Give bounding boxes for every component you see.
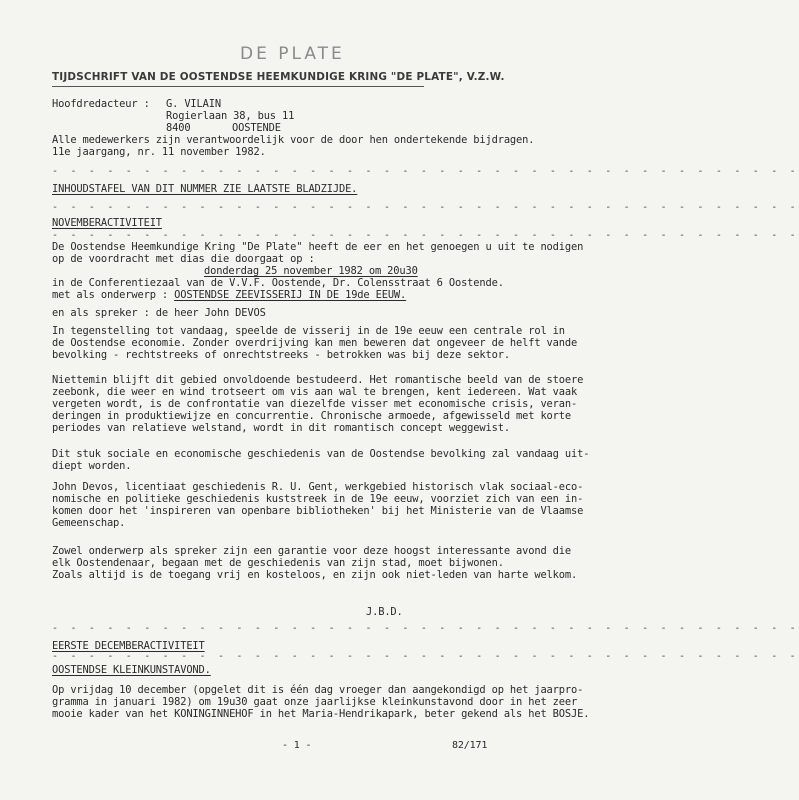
paragraph-line: bevolking - rechtstreeks of onrechtstreeks - betrokken was bij deze sektor.	[52, 349, 510, 361]
december-heading: EERSTE DECEMBERACTIVITEIT	[52, 640, 205, 652]
event-topic: OOSTENDSE ZEEVISSERIJ IN DE 19de EEUW.	[174, 289, 407, 301]
paragraph-line: zeebonk, die weer en wind trotseert om vis aan wal te brengen, kent iedereen. Wat vaak	[52, 386, 578, 398]
editor-city: OOSTENDE	[232, 122, 281, 134]
paragraph-line: nomische en politieke geschiedenis kuststreek in de 19e eeuw, voorziet zich van een in-	[52, 493, 584, 505]
issue-line: 11e jaargang, nr. 11 november 1982.	[52, 146, 266, 158]
paragraph-line: Op vrijdag 10 december (opgelet dit is één dag vroeger dan aangekondigd op het jaarpro-	[52, 684, 584, 696]
paragraph-line: Zoals altijd is de toegang vrij en kosteloos, en zijn ook niet-leden van harte welkom.	[52, 569, 578, 581]
divider: - - - - - - - - - - - - - - - - - - - - - - - - - - - - - - - - - - - - - - - - -	[52, 623, 799, 634]
paragraph-line: Niettemin blijft dit gebied onvoldoende bestudeerd. Het romantische beeld van de stoere	[52, 374, 584, 386]
disclaimer: Alle medewerkers zijn verantwoordelijk voor de door hen ondertekende bijdragen.	[52, 134, 535, 146]
event-date: donderdag 25 november 1982 om 20u30	[204, 265, 418, 277]
event-speaker: en als spreker : de heer John DEVOS	[52, 307, 266, 319]
paragraph-line: periodes van relatieve welstand, wordt in dit romantisch concept weggewist.	[52, 422, 510, 434]
paragraph-line: deringen in produktiewijze en concurrentie. Chronische armoede, afgewisseld met korte	[52, 410, 571, 422]
paragraph-line: komen door het 'inspireren van openbare bibliotheken' bij het Ministerie van de Vlaamse	[52, 505, 584, 517]
editor-label: Hoofdredacteur :	[52, 98, 150, 110]
event-venue: in de Conferentiezaal van de V.V.F. Oostende, Dr. Colensstraat 6 Oostende.	[52, 277, 504, 289]
document-code: 82/171	[452, 740, 488, 751]
paragraph-line: de Oostendse economie. Zonder overdrijving kan men beweren dat ongeveer de helft vande	[52, 337, 578, 349]
november-heading: NOVEMBERACTIVITEIT	[52, 217, 162, 229]
invite-line: op de voordracht met dias die doorgaat op :	[52, 253, 315, 265]
signature: J.B.D.	[366, 606, 403, 618]
paragraph-line: diept worden.	[52, 460, 132, 472]
paragraph-line: John Devos, licentiaat geschiedenis R. U. Gent, werkgebied historisch vlak sociaal-eco-	[52, 481, 584, 493]
topic-prefix: met als onderwerp :	[52, 289, 175, 301]
contents-note: INHOUDSTAFEL VAN DIT NUMMER ZIE LAATSTE BLADZIJDE.	[52, 183, 358, 195]
december-subheading: OOSTENDSE KLEINKUNSTAVOND.	[52, 664, 211, 676]
masthead-title: DE PLATE	[240, 44, 345, 64]
paragraph-line: mooie kader van het KONINGINNEHOF in het Maria-Hendrikapark, beter gekend als het BOSJE.	[52, 708, 590, 720]
paragraph-line: Dit stuk sociale en economische geschiedenis van de Oostendse bevolking zal vandaag uit-	[52, 448, 590, 460]
paragraph-line: vergeten wordt, is de confrontatie van diezelfde visser met economische crisis, veran-	[52, 398, 578, 410]
paragraph-line: Zowel onderwerp als spreker zijn een garantie voor deze hoogst interessante avond die	[52, 545, 571, 557]
masthead-rule	[52, 86, 424, 87]
paragraph-line: gramma in januari 1982) om 19u30 gaat onze jaarlijkse kleinkunstavond door in het zeer	[52, 696, 578, 708]
divider: - - - - - - - - - - - - - - - - - - - - - - - - - - - - - - - - - - - - - - - - -	[52, 202, 799, 213]
divider: - - - - - - - - - - - - - - - - - - - - - - - - - - - - - - - - - - - - - - - - -	[52, 166, 799, 177]
editor-name: G. VILAIN	[166, 98, 221, 110]
editor-address: Rogierlaan 38, bus 11	[166, 110, 295, 122]
divider: - - - - - - - - - - - - - - - - - - - - - - - - - - - - - - - - - - - - - - - - -	[52, 230, 799, 241]
editor-postcode: 8400	[166, 122, 191, 134]
invite-line: De Oostendse Heemkundige Kring "De Plate" heeft de eer en het genoegen u uit te nodigen	[52, 241, 584, 253]
masthead-subtitle: TIJDSCHRIFT VAN DE OOSTENDSE HEEMKUNDIGE KRING "DE PLATE", V.Z.W.	[52, 71, 505, 83]
paragraph-line: In tegenstelling tot vandaag, speelde de visserij in de 19e eeuw een centrale rol in	[52, 325, 565, 337]
paragraph-line: elk Oostendenaar, begaan met de geschiedenis van zijn stad, moet bijwonen.	[52, 557, 504, 569]
paragraph-line: Gemeenschap.	[52, 517, 126, 529]
page-number: - 1 -	[282, 740, 312, 751]
event-topic-line	[52, 289, 406, 301]
divider: - - - - - - - - - - - - - - - - - - - - - - - - - - - - - - - - - - - - - - - - -	[52, 651, 799, 662]
